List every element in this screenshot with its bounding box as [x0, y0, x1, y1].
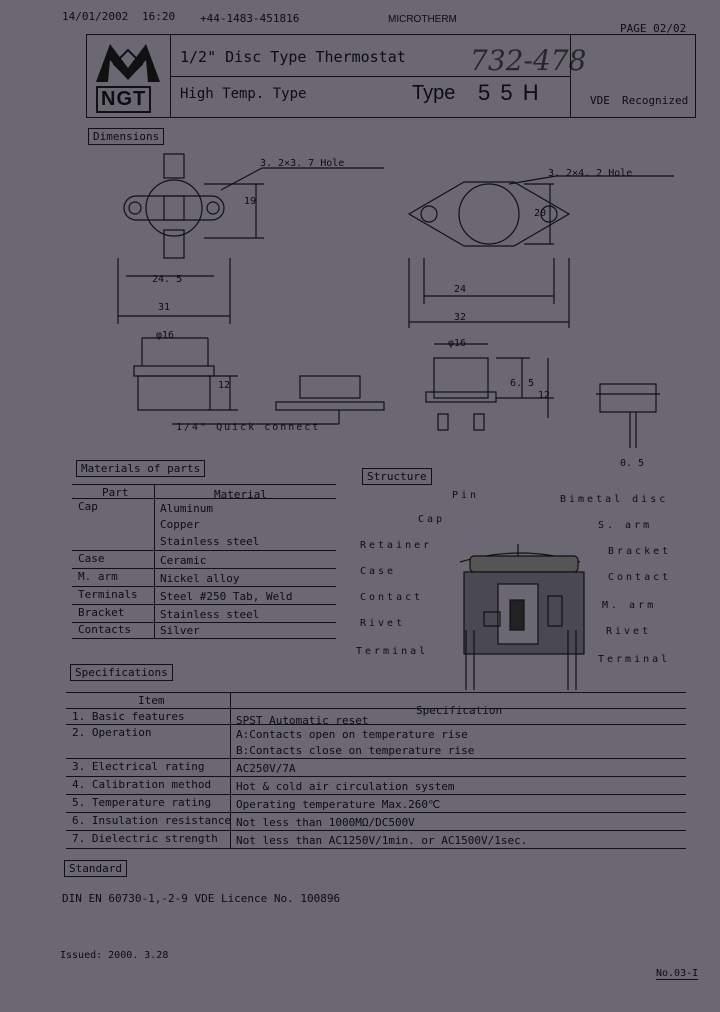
spec-item: 3. Electrical rating	[72, 760, 205, 773]
dim-6-5: 6. 5	[510, 378, 535, 389]
issued-date: Issued: 2000. 3.28	[60, 950, 169, 961]
materials-part: Contacts	[78, 623, 131, 636]
spec-value: AC250V/7A	[236, 762, 296, 775]
spec-value: SPST Automatic reset	[236, 714, 369, 727]
spec-item: 5. Temperature rating	[72, 796, 212, 809]
materials-part: Cap	[78, 500, 98, 513]
structure-right: Bracket	[608, 546, 672, 557]
specifications-label: Specifications	[70, 664, 173, 681]
materials-value: Aluminum	[160, 502, 213, 515]
dim-24: 24	[454, 284, 467, 295]
dim-32: 32	[454, 312, 467, 323]
fax-phone: +44-1483-451816	[200, 12, 300, 25]
materials-col-material: Material	[214, 488, 267, 501]
fax-page: PAGE 02/02	[620, 22, 687, 35]
type-value: 5 5 H	[478, 80, 541, 105]
structure-left: Cap	[418, 514, 446, 525]
logo-text: NGT	[96, 86, 151, 113]
structure-left: Case	[360, 566, 397, 577]
materials-col-part: Part	[102, 486, 129, 499]
document-number: No.03-I	[656, 968, 699, 979]
materials-label: Materials of parts	[76, 460, 205, 477]
materials-table	[72, 482, 336, 640]
quick-connect-label: 1/4" Quick connect	[176, 422, 321, 433]
materials-part: M. arm	[78, 570, 118, 583]
spec-item: 6. Insulation resistance	[72, 814, 231, 827]
materials-value: Copper	[160, 518, 200, 531]
spec-value: B:Contacts close on temperature rise	[236, 744, 475, 757]
structure-left: Retainer	[360, 540, 433, 551]
fax-company: MICROTHERM	[388, 14, 457, 25]
spec-item: 2. Operation	[72, 726, 152, 739]
ngt-logo	[92, 38, 164, 112]
spec-item: 7. Dielectric strength	[72, 832, 218, 845]
structure-right: Contact	[608, 572, 672, 583]
dim-31: 31	[158, 302, 171, 313]
fax-time: 16:20	[142, 10, 176, 23]
dim-0-5: 0. 5	[620, 458, 645, 469]
standard-text: DIN EN 60730-1,-2-9 VDE Licence No. 100896	[62, 892, 341, 905]
structure-left: Terminal	[356, 646, 429, 657]
hole-left-label: 3. 2×3. 7 Hole	[260, 158, 345, 169]
dim-20: 20	[534, 208, 547, 219]
dim-12-a: 12	[218, 380, 231, 391]
standard-label: Standard	[64, 860, 127, 877]
structure-right: Rivet	[606, 626, 652, 637]
spec-value: Hot & cold air circulation system	[236, 780, 455, 793]
vde-recognized: Recognized	[622, 94, 689, 107]
vde-mark: VDE	[590, 94, 610, 107]
dim-12-b: 12	[538, 390, 551, 401]
spec-col-item: Item	[138, 694, 165, 707]
materials-value: Stainless steel	[160, 535, 260, 548]
hole-right-label: 3. 2×4. 2 Hole	[548, 168, 633, 179]
doc-title: 1/2" Disc Type Thermostat	[180, 48, 406, 66]
spec-value: Not less than AC1250V/1min. or AC1500V/1sec.	[236, 834, 528, 847]
doc-subtitle: High Temp. Type	[180, 86, 307, 102]
spec-item: 4. Calibration method	[72, 778, 212, 791]
handwritten-ref: 732-478	[470, 44, 587, 77]
dimension-drawings	[84, 148, 688, 448]
fax-date: 14/01/2002	[62, 10, 129, 23]
dim-phi16-a: φ16	[156, 330, 175, 341]
materials-value: Steel #250 Tab, Weld	[160, 590, 293, 603]
type-label: Type	[412, 82, 456, 104]
spec-item: 1. Basic features	[72, 710, 185, 723]
materials-part: Bracket	[78, 606, 125, 619]
spec-col-spec: Specification	[416, 704, 503, 717]
materials-value: Ceramic	[160, 554, 207, 567]
structure-pin: Pin	[452, 490, 480, 501]
specifications-table	[66, 690, 686, 850]
structure-bimetal: Bimetal disc	[560, 494, 669, 505]
materials-value: Silver	[160, 624, 200, 637]
structure-right: M. arm	[602, 600, 657, 611]
dim-19: 19	[244, 196, 257, 207]
structure-left: Contact	[360, 592, 424, 603]
structure-right: S. arm	[598, 520, 653, 531]
structure-label: Structure	[362, 468, 432, 485]
materials-part: Case	[78, 552, 105, 565]
dim-24-5: 24. 5	[152, 274, 183, 285]
dimensions-label: Dimensions	[88, 128, 164, 145]
dim-phi16-b: φ16	[448, 338, 467, 349]
materials-part: Terminals	[78, 588, 138, 601]
spec-value: Not less than 1000MΩ/DC500V	[236, 816, 415, 829]
spec-value: A:Contacts open on temperature rise	[236, 728, 468, 741]
materials-value: Stainless steel	[160, 608, 260, 621]
spec-value: Operating temperature Max.260℃	[236, 798, 441, 811]
structure-left: Rivet	[360, 618, 406, 629]
materials-value: Nickel alloy	[160, 572, 240, 585]
structure-right: Terminal	[598, 654, 671, 665]
